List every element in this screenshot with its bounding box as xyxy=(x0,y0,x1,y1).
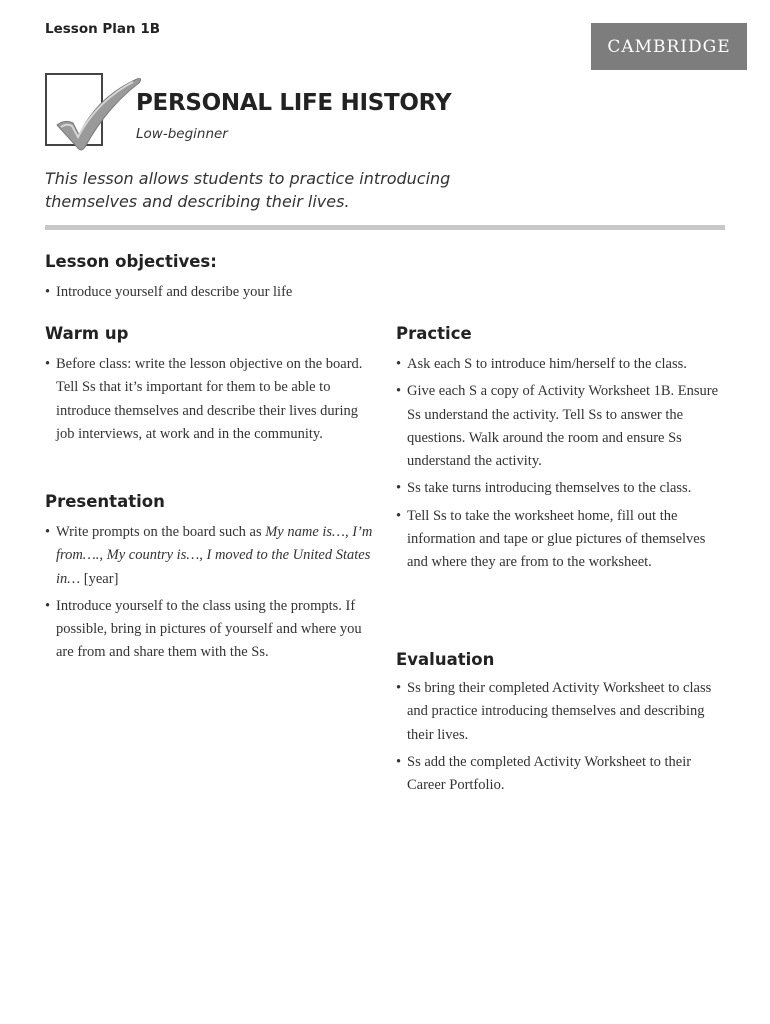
objectives-list xyxy=(45,281,365,308)
list-item: • Tell Ss to take the worksheet home, fill out the information and tape or glue pictures of themselves and where they are from to the worksheet. xyxy=(396,505,728,575)
objectives-heading: Lesson objectives: xyxy=(45,252,217,271)
list-item: • Ask each S to introduce him/herself to the class. xyxy=(396,353,728,376)
prompt-examples: My name is…, I’m from…., My country is…, I moved to the United States in… xyxy=(56,524,373,587)
prompt-intro: Write prompts on the board such as xyxy=(56,524,266,540)
evaluation-heading: Evaluation xyxy=(396,650,495,669)
list-item: • Introduce yourself to the class using the prompts. If possible, bring in pictures of yourself and where you are from and share them with the Ss. xyxy=(45,595,380,665)
prompt-suffix: [year] xyxy=(80,570,119,587)
evaluation-list xyxy=(396,677,728,801)
warm-up-heading: Warm up xyxy=(45,324,129,343)
presentation-list xyxy=(45,521,380,669)
list-item: • Before class: write the lesson objective on the board. Tell Ss that it’s important for them to be able to introduce themselves and describe their lives during job interviews, at work and in the community. xyxy=(45,353,375,446)
list-item: • Ss take turns introducing themselves to the class. xyxy=(396,477,728,500)
checkmark-icon xyxy=(45,73,103,146)
list-item: • Ss bring their completed Activity Worksheet to class and practice introducing themselves and describing their lives. xyxy=(396,677,728,747)
divider xyxy=(45,225,725,230)
intro-text: This lesson allows students to practice introducing themselves and describing their lives. xyxy=(45,169,451,211)
page-title: PERSONAL LIFE HISTORY xyxy=(136,90,452,116)
list-item: • Introduce yourself and describe your life xyxy=(45,281,365,304)
lesson-plan-label: Lesson Plan 1B xyxy=(45,21,161,37)
presentation-heading: Presentation xyxy=(45,492,165,511)
practice-list xyxy=(396,353,728,579)
list-item: • Ss add the completed Activity Worksheet to their Career Portfolio. xyxy=(396,751,728,798)
publisher-logo: CAMBRIDGE xyxy=(591,23,747,70)
list-item: • Give each S a copy of Activity Worksheet 1B. Ensure Ss understand the activity. Tell Ss to answer the questions. Walk around the room and ensure Ss understand the activity. xyxy=(396,380,728,473)
level-label: Low-beginner xyxy=(136,126,228,142)
warm-up-list xyxy=(45,353,375,450)
list-item xyxy=(45,521,380,591)
practice-heading: Practice xyxy=(396,324,472,343)
